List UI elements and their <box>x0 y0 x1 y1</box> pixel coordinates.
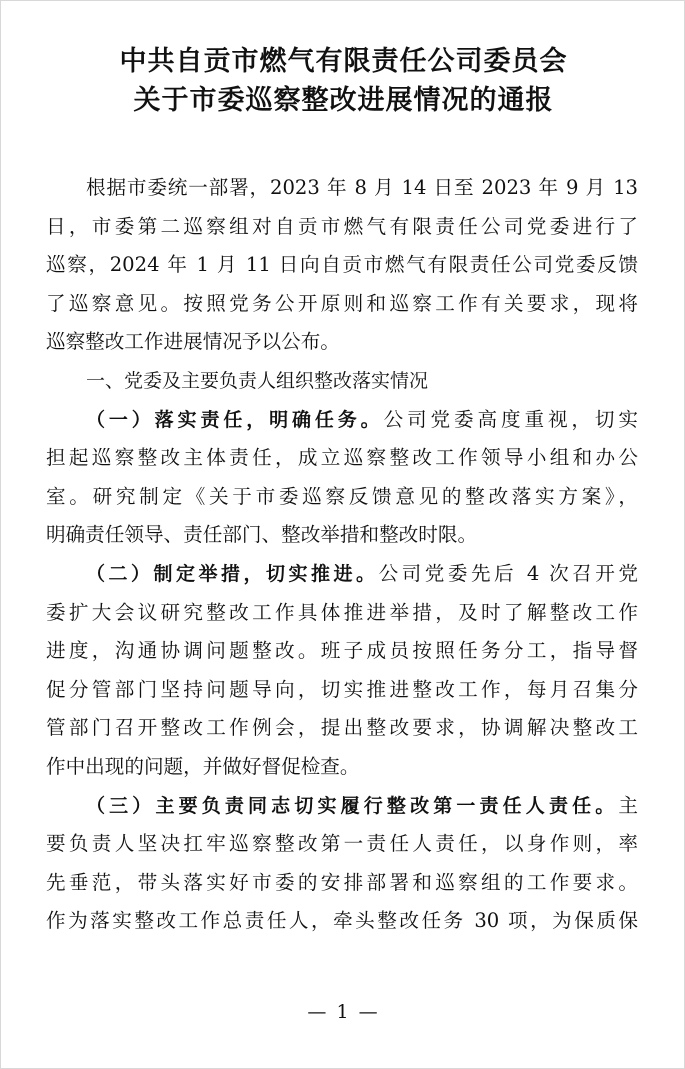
document-title-line-2: 关于市委巡察整改进展情况的通报 <box>133 85 554 116</box>
item2-lead: （二）制定举措，切实推进。 <box>86 562 379 585</box>
item2-line: 进度，沟通协调问题整改。班子成员按照任务分工，指导督 <box>46 639 638 663</box>
item2-line: 委扩大会议研究整改工作具体推进举措，及时了解整改工作 <box>46 600 638 624</box>
item3-line: 要负责人坚决扛牢巡察整改第一责任人责任，以身作则，率 <box>46 832 638 856</box>
document-title-line-1: 中共自贡市燃气有限责任公司委员会 <box>119 46 568 77</box>
item2-line: 管部门召开整改工作例会，提出整改要求，协调解决整改工 <box>46 716 638 740</box>
item3-line: 先垂范，带头落实好市委的安排部署和巡察组的工作要求。 <box>46 870 638 894</box>
item3-line: 作为落实整改工作总责任人，牵头整改任务 30 项，为保质保 <box>46 909 638 933</box>
item1-line: 室。研究制定《关于市委巡察反馈意见的整改落实方案》， <box>46 484 638 508</box>
intro-line: 了巡察意见。按照党务公开原则和巡察工作有关要求，现将 <box>46 291 638 315</box>
intro-line: 根据市委统一部署，2023 年 8 月 14 日至 2023 年 9 月 13 <box>86 176 638 199</box>
intro-line: 巡察，2024 年 1 月 11 日向自贡市燃气有限责任公司党委反馈 <box>46 253 638 277</box>
item3-first-line-text: 主 <box>618 793 638 817</box>
item2-first-line <box>46 555 638 594</box>
intro-line: 日，市委第二巡察组对自贡市燃气有限责任公司党委进行了 <box>46 214 638 238</box>
item1-line: 明确责任领导、责任部门、整改举措和整改时限。 <box>46 523 478 547</box>
item2-line: 作中出现的问题，并做好督促检查。 <box>46 754 360 778</box>
item1-first-line-text: 公司党委高度重视，切实 <box>383 407 638 431</box>
item1-first-line <box>46 401 638 440</box>
item3-first-line <box>46 787 638 826</box>
intro-line: 巡察整改工作进展情况予以公布。 <box>46 330 340 354</box>
item1-lead: （一）落实责任，明确任务。 <box>86 408 384 431</box>
item2-line: 促分管部门坚持问题导向，切实推进整改工作，每月召集分 <box>46 677 638 701</box>
page-number: — 1 — <box>307 1001 380 1023</box>
item1-line: 担起巡察整改主体责任，成立巡察整改工作领导小组和办公 <box>46 446 638 470</box>
document-body <box>46 169 638 941</box>
item2-first-line-text: 公司党委先后 4 次召开党 <box>378 561 638 585</box>
item3-lead: （三）主要负责同志切实履行整改第一责任人责任。 <box>86 794 619 817</box>
section-heading: 一、党委及主要负责人组织整改落实情况 <box>86 369 429 392</box>
